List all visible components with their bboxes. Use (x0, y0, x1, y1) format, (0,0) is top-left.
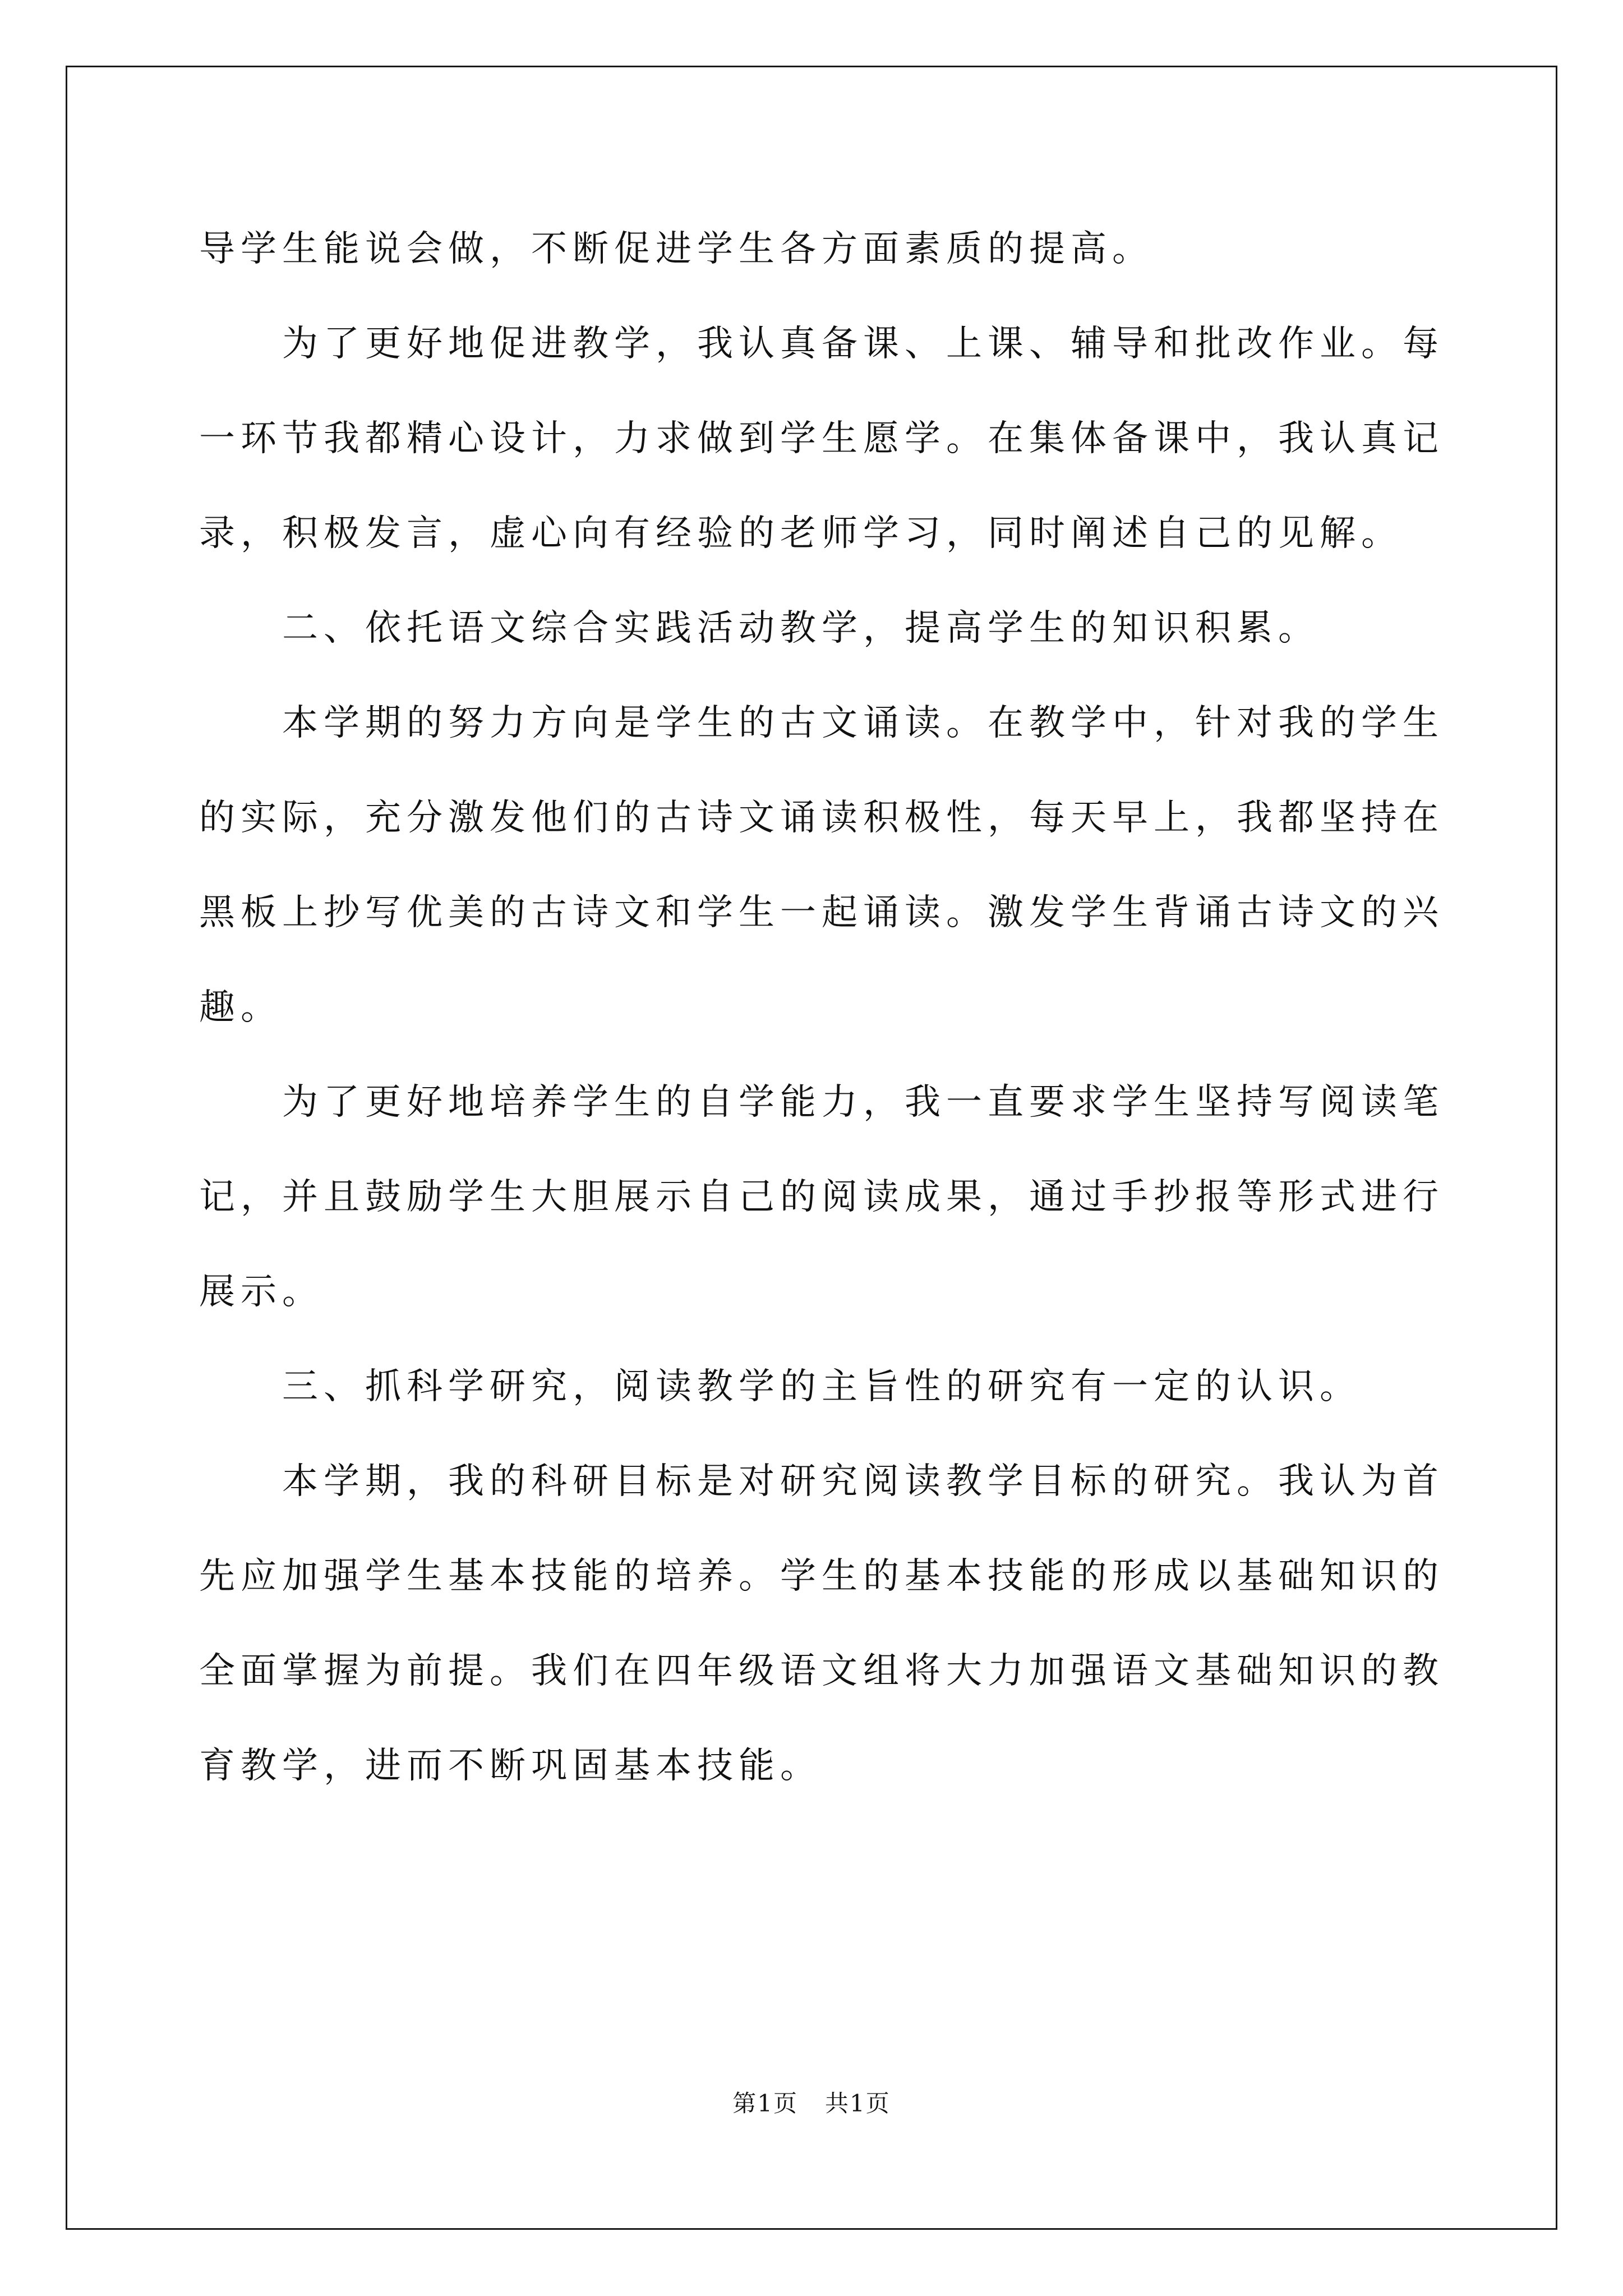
section-heading-3: 三、抓科学研究，阅读教学的主旨性的研究有一定的认识。 (282, 1366, 1361, 1407)
document-body (199, 202, 1444, 1814)
paragraph-3: 本学期的努力方向是学生的古文诵读。在教学中，针对我的学生的实际，充分激发他们的古诗文诵读积极性，每天早上，我都坚持在黑板上抄写优美的古诗文和学生一起诵读。激发学生背诵古诗文的兴趣。 (199, 702, 1444, 1028)
page-number: 第1页 (732, 2090, 798, 2117)
section-heading-2: 二、依托语文综合实践活动教学，提高学生的知识积累。 (282, 608, 1320, 649)
paragraph-4: 为了更好地培养学生的自学能力，我一直要求学生坚持写阅读笔记，并且鼓励学生大胆展示自己的阅读成果，通过手抄报等形式进行展示。 (199, 1082, 1444, 1313)
paragraph-1: 导学生能说会做，不断促进学生各方面素质的提高。 (199, 228, 1154, 270)
paragraph-2: 为了更好地促进教学，我认真备课、上课、辅导和批改作业。每一环节我都精心设计，力求做到学生愿学。在集体备课中，我认真记录，积极发言，虚心向有经验的老师学习，同时阐述自己的见解。 (199, 323, 1444, 554)
page-footer (0, 2090, 1623, 2118)
paragraph-5: 本学期，我的科研目标是对研究阅读教学目标的研究。我认为首先应加强学生基本技能的培养。学生的基本技能的形成以基础知识的全面掌握为前提。我们在四年级语文组将大力加强语文基础知识的教育教学，进而不断巩固基本技能。 (199, 1461, 1444, 1787)
page-total: 共1页 (825, 2090, 891, 2117)
